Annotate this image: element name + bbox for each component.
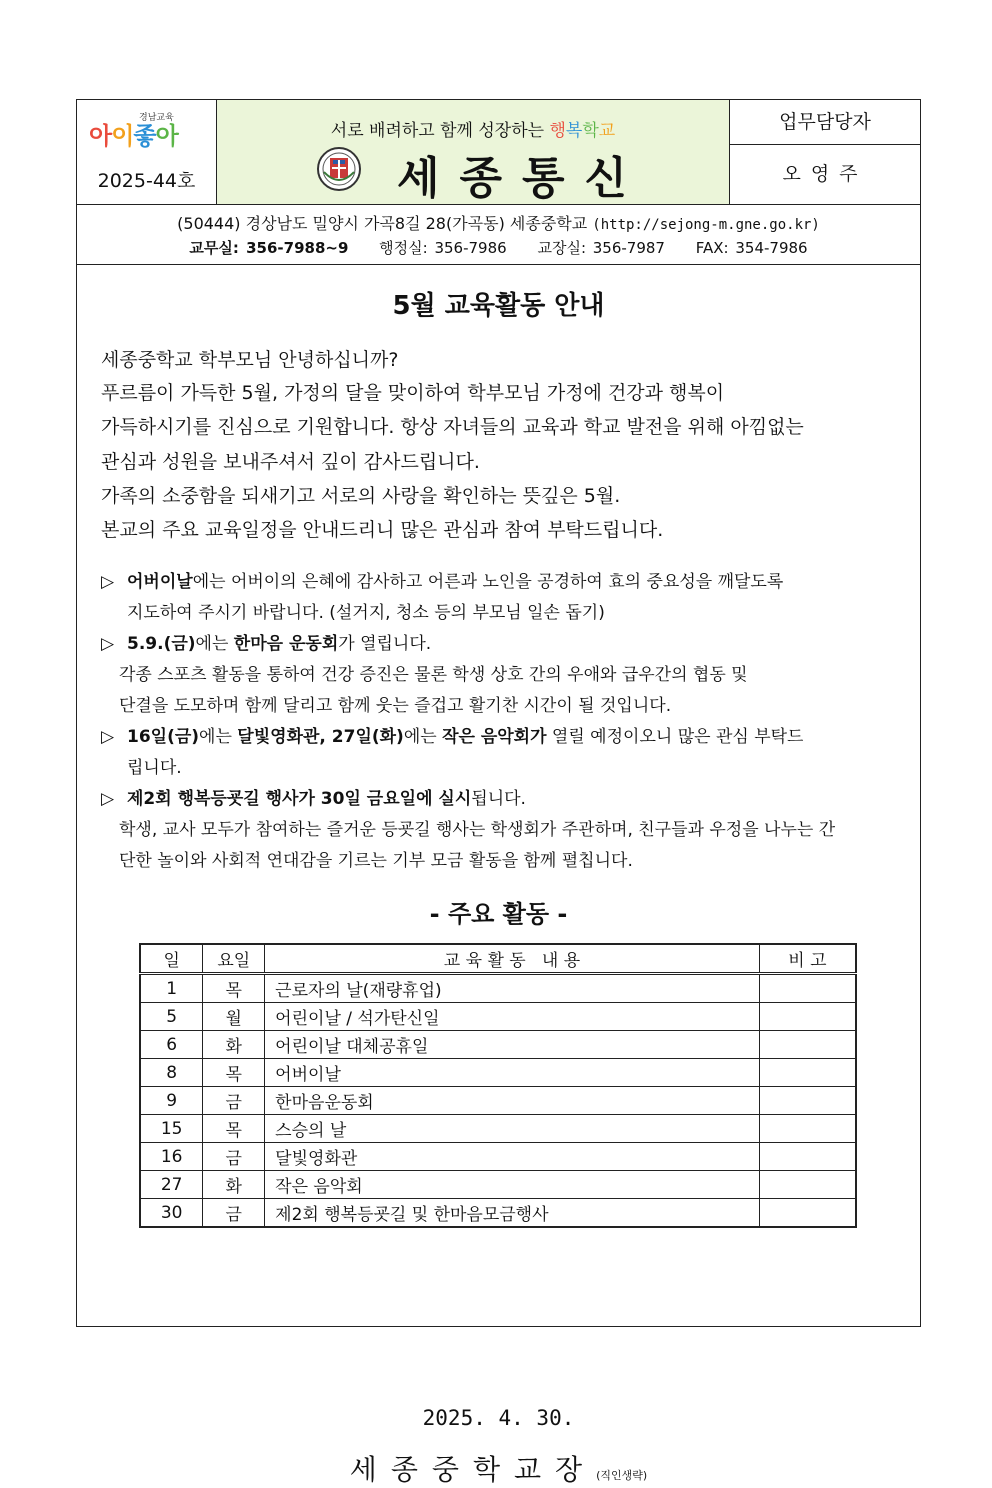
newsletter-header: [77, 100, 920, 205]
col-note: 비 고: [759, 944, 856, 974]
table-row: [140, 974, 856, 1003]
seal-note: (직인생략): [596, 1469, 648, 1482]
bullet-events: ▷ 16일(금)에는 달빛영화관, 27일(화)에는 작은 음악회가 열릴 예정이오니 많은 관심 부탁드: [101, 727, 804, 747]
newsletter-title: 세종통신: [397, 153, 648, 204]
school-address: (50444) 경상남도 밀양시 가곡8길 28(가곡동) 세종중학교 (http://sejong-m.gne.go.kr): [177, 214, 820, 233]
intro-line: 푸르름이 가득한 5월, 가정의 달을 맞이하여 학부모님 가정에 건강과 행복이: [101, 382, 725, 404]
school-logo: 아이좋아: [89, 122, 178, 150]
table-row: [140, 1115, 856, 1143]
bullet-parents-day: ▷ 어버이날에는 어버이의 은혜에 감사하고 어른과 노인을 공경하여 효의 중요성을 깨달도록: [101, 572, 784, 592]
col-day: 일: [140, 944, 203, 974]
staff-cell: [730, 100, 920, 204]
bullet-continuation: 립니다.: [127, 758, 182, 778]
school-emblem-icon: [316, 146, 362, 192]
cell-day: 5: [140, 1003, 203, 1031]
cell-weekday: 금: [203, 1087, 265, 1115]
cell-note: [759, 1059, 856, 1087]
cell-content: 어린이날 / 석가탄신일: [265, 1003, 760, 1031]
table-row: [140, 1171, 856, 1199]
cell-day: 30: [140, 1199, 203, 1228]
cell-day: 16: [140, 1143, 203, 1171]
cell-note: [759, 1031, 856, 1059]
intro-line: 세종중학교 학부모님 안녕하십니까?: [101, 349, 399, 371]
cell-note: [759, 974, 856, 1003]
phone-numbers: 교무실: 356-7988~9 행정실: 356-7986 교장실: 356-7987 FAX: 354-7986: [189, 239, 808, 257]
cell-day: 8: [140, 1059, 203, 1087]
cell-note: [759, 1171, 856, 1199]
cell-content: 작은 음악회: [265, 1171, 760, 1199]
cell-note: [759, 1199, 856, 1228]
cell-content: 달빛영화관: [265, 1143, 760, 1171]
bullet-happy-walk: ▷ 제2회 행복등굣길 행사가 30일 금요일에 실시됩니다.: [101, 789, 526, 809]
title-cell: [217, 100, 730, 204]
cell-note: [759, 1003, 856, 1031]
section-title: - 주요 활동 -: [429, 900, 568, 928]
intro-line: 본교의 주요 교육일정을 안내드리니 많은 관심과 참여 부탁드립니다.: [101, 519, 664, 541]
bullet-continuation: 단결을 도모하며 함께 달리고 함께 웃는 즐겁고 활기찬 시간이 될 것입니다.: [119, 696, 672, 716]
table-row: [140, 1199, 856, 1228]
document-title: 5월 교육활동 안내: [392, 291, 605, 321]
issue-number: 2025-44호: [97, 170, 196, 192]
col-weekday: 요일: [203, 944, 265, 974]
bullet-continuation: 지도하여 주시기 바랍니다. (설거지, 청소 등의 부모님 일손 돕기): [127, 603, 605, 623]
cell-day: 15: [140, 1115, 203, 1143]
table-header-row: [140, 944, 856, 974]
intro-line: 가득하시기를 진심으로 기원합니다. 항상 자녀들의 교육과 학교 발전을 위해 아낌없는: [101, 416, 804, 438]
cell-content: 어린이날 대체공휴일: [265, 1031, 760, 1059]
table-row: [140, 1031, 856, 1059]
cell-day: 1: [140, 974, 203, 1003]
cell-weekday: 금: [203, 1143, 265, 1171]
cell-day: 27: [140, 1171, 203, 1199]
document-frame: [76, 99, 921, 1486]
staff-name: 오영주: [782, 163, 868, 185]
intro-line: 가족의 소중함을 되새기고 서로의 사랑을 확인하는 뜻깊은 5월.: [101, 485, 621, 507]
table-row: [140, 1003, 856, 1031]
table-row: [140, 1087, 856, 1115]
logo-caption: 경남교육: [139, 113, 174, 123]
table-row: [140, 1143, 856, 1171]
cell-note: [759, 1087, 856, 1115]
bullet-continuation: 학생, 교사 모두가 참여하는 즐거운 등굣길 행사는 학생회가 주관하며, 친구들과 우정을 나누는 간: [119, 820, 836, 840]
bullet-sports-day: ▷ 5.9.(금)에는 한마음 운동회가 열립니다.: [101, 634, 432, 654]
slogan: 서로 배려하고 함께 성장하는 행복학교: [330, 121, 616, 141]
cell-content: 어버이날: [265, 1059, 760, 1087]
staff-label: 업무담당자: [730, 100, 920, 145]
cell-weekday: 화: [203, 1171, 265, 1199]
cell-weekday: 월: [203, 1003, 265, 1031]
intro-line: 관심과 성원을 보내주셔서 깊이 감사드립니다.: [101, 451, 480, 473]
issue-date: 2025. 4. 30.: [422, 1406, 575, 1430]
bullet-continuation: 단한 놀이와 사회적 연대감을 기르는 기부 모금 활동을 함께 펼칩니다.: [119, 851, 633, 871]
cell-weekday: 목: [203, 1059, 265, 1087]
cell-content: 제2회 행복등굣길 및 한마음모금행사: [265, 1199, 760, 1228]
cell-weekday: 화: [203, 1031, 265, 1059]
cell-content: 근로자의 날(재량휴업): [265, 974, 760, 1003]
bullet-continuation: 각종 스포츠 활동을 통하여 건강 증진은 물론 학생 상호 간의 우애와 급우간의 협동 및: [119, 665, 748, 685]
cell-weekday: 목: [203, 974, 265, 1003]
principal-signature: 세종중학교장(직인생략): [349, 1453, 648, 1486]
cell-content: 한마음운동회: [265, 1087, 760, 1115]
cell-weekday: 목: [203, 1115, 265, 1143]
activities-table: [139, 943, 857, 1228]
col-content: 교 육 활 동 내 용: [265, 944, 760, 974]
address-bar: [77, 205, 920, 265]
cell-day: 9: [140, 1087, 203, 1115]
school-url[interactable]: (http://sejong-m.gne.go.kr): [592, 217, 820, 233]
cell-note: [759, 1143, 856, 1171]
cell-note: [759, 1115, 856, 1143]
table-row: [140, 1059, 856, 1087]
cell-weekday: 금: [203, 1199, 265, 1228]
cell-day: 6: [140, 1031, 203, 1059]
logo-cell: [77, 100, 217, 204]
cell-content: 스승의 날: [265, 1115, 760, 1143]
